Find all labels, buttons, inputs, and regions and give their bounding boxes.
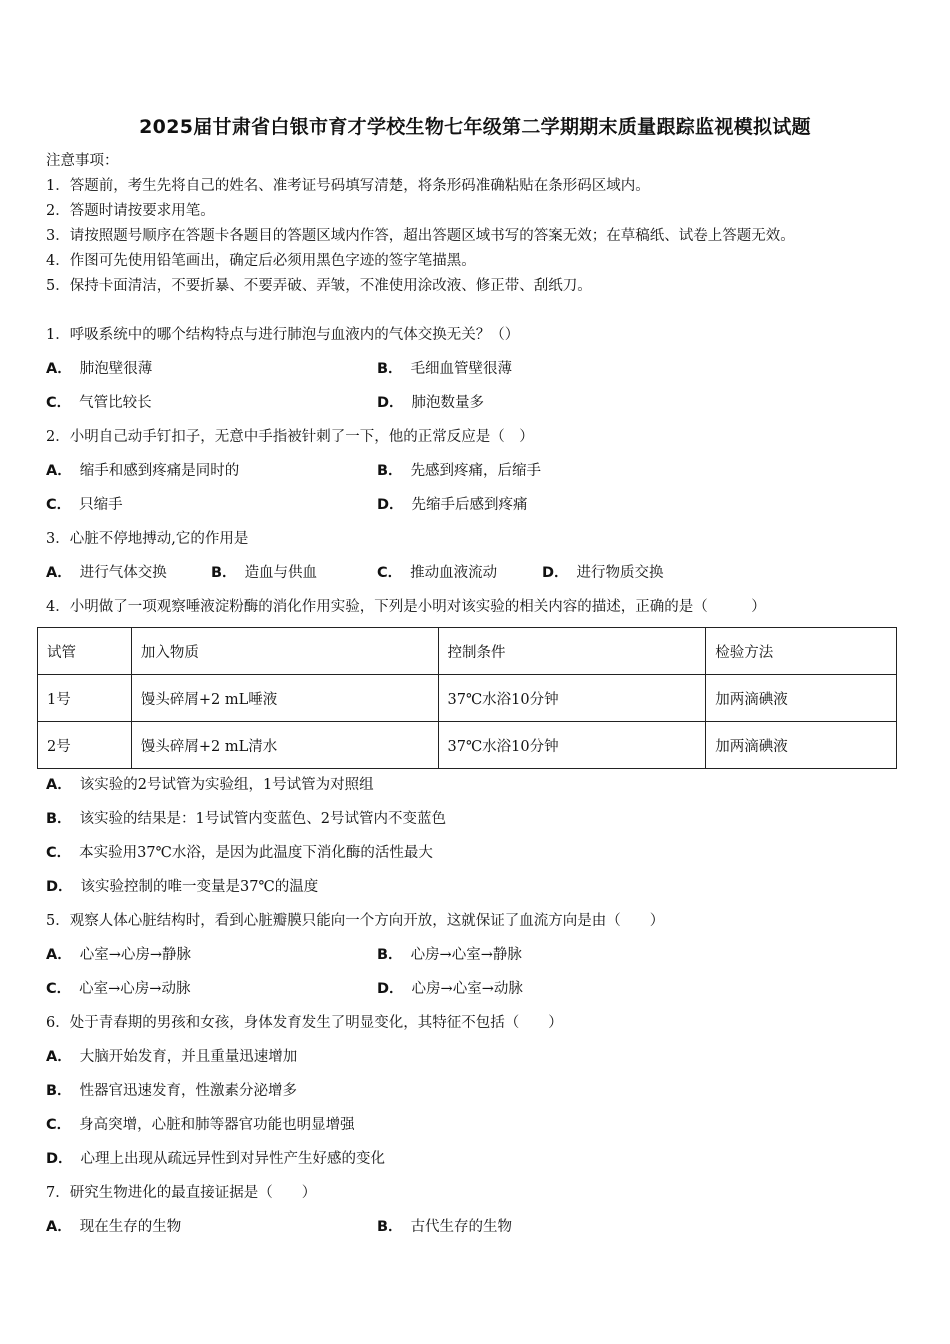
question-stem-3: 3．心脏不停地搏动,它的作用是 <box>46 531 249 547</box>
option-letter: D． <box>46 879 73 895</box>
option-text: 心理上出现从疏远异性到对异性产生好感的变化 <box>80 1151 386 1167</box>
option-3a <box>46 563 167 583</box>
table-header-row <box>38 628 897 675</box>
table-header-cell: 检验方法 <box>706 628 897 675</box>
option-3c <box>377 563 497 583</box>
option-5b <box>377 945 522 965</box>
option-letter: C． <box>46 395 72 411</box>
notice-item: 1．答题前，考生先将自己的姓名、准考证号码填写清楚，将条形码准确粘贴在条形码区域内。 <box>46 178 650 194</box>
option-text: 心房→心室→静脉 <box>410 947 522 963</box>
table-cell: 馒头碎屑+2 mL清水 <box>131 722 438 769</box>
option-6c <box>46 1115 355 1135</box>
table-header-cell: 控制条件 <box>438 628 706 675</box>
option-text: 肺泡壁很薄 <box>79 361 153 377</box>
option-text: 心房→心室→动脉 <box>411 981 523 997</box>
option-letter: A． <box>46 463 72 479</box>
notice-item: 5．保持卡面清洁，不要折暴、不要弄破、弄皱，不准使用涂改液、修正带、刮纸刀。 <box>46 278 592 294</box>
option-7a <box>46 1217 181 1237</box>
option-4c <box>46 843 433 863</box>
option-3b <box>211 563 317 583</box>
option-1d <box>377 393 484 413</box>
question-stem-1: 1．呼吸系统中的哪个结构特点与进行肺泡与血液内的气体交换无关？（） <box>46 327 520 343</box>
notice-item: 4．作图可先使用铅笔画出，确定后必须用黑色字迹的签字笔描黑。 <box>46 253 476 269</box>
question-stem-7: 7．研究生物进化的最直接证据是（ ） <box>46 1185 317 1201</box>
question-stem-6: 6．处于青春期的男孩和女孩，身体发育发生了明显变化，其特征不包括（ ） <box>46 1015 563 1031</box>
option-letter: D． <box>377 395 404 411</box>
option-letter: A． <box>46 777 72 793</box>
option-2c <box>46 495 123 515</box>
option-text: 缩手和感到疼痛是同时的 <box>79 463 240 479</box>
option-4a <box>46 775 374 795</box>
option-5d <box>377 979 523 999</box>
experiment-table <box>37 627 897 769</box>
notice-item: 2．答题时请按要求用笔。 <box>46 203 215 219</box>
option-text: 肺泡数量多 <box>411 395 485 411</box>
option-text: 大脑开始发育，并且重量迅速增加 <box>79 1049 298 1065</box>
option-text: 古代生存的生物 <box>410 1219 513 1235</box>
option-letter: D． <box>542 565 569 581</box>
option-6d <box>46 1149 385 1169</box>
option-text: 该实验控制的唯一变量是37℃的温度 <box>80 879 319 895</box>
option-letter: B． <box>377 361 403 377</box>
option-letter: A． <box>46 361 72 377</box>
option-6a <box>46 1047 297 1067</box>
option-text: 心室→心房→动脉 <box>79 981 191 997</box>
table-row <box>38 675 897 722</box>
table-cell: 加两滴碘液 <box>706 722 897 769</box>
option-text: 性器官迅速发育，性激素分泌增多 <box>79 1083 298 1099</box>
table-cell: 加两滴碘液 <box>706 675 897 722</box>
question-stem-2: 2．小明自己动手钉扣子，无意中手指被针刺了一下，他的正常反应是（ ） <box>46 429 534 445</box>
option-4d <box>46 877 318 897</box>
option-text: 推动血液流动 <box>410 565 498 581</box>
option-text: 毛细血管壁很薄 <box>410 361 513 377</box>
option-letter: D． <box>377 981 404 997</box>
option-letter: C． <box>377 565 403 581</box>
option-text: 进行物质交换 <box>576 565 664 581</box>
option-text: 气管比较长 <box>79 395 152 411</box>
option-letter: C． <box>46 981 72 997</box>
option-5c <box>46 979 190 999</box>
option-2d <box>377 495 528 515</box>
option-text: 该实验的结果是：1号试管内变蓝色、2号试管内不变蓝色 <box>79 811 447 827</box>
option-letter: D． <box>377 497 404 513</box>
option-text: 先缩手后感到疼痛 <box>411 497 528 513</box>
option-1b <box>377 359 512 379</box>
option-letter: C． <box>46 845 72 861</box>
option-7b <box>377 1217 512 1237</box>
option-1a <box>46 359 152 379</box>
option-text: 现在生存的生物 <box>79 1219 182 1235</box>
option-1c <box>46 393 152 413</box>
option-6b <box>46 1081 297 1101</box>
question-stem-4: 4．小明做了一项观察唾液淀粉酶的消化作用实验，下列是小明对该实验的相关内容的描述，正确的是（ ） <box>46 599 766 615</box>
notice-item: 3．请按照题号顺序在答题卡各题目的答题区域内作答，超出答题区域书写的答案无效；在草稿纸、试卷上答题无效。 <box>46 228 795 244</box>
option-letter: A． <box>46 1219 72 1235</box>
option-letter: B． <box>46 811 72 827</box>
option-letter: B． <box>377 1219 403 1235</box>
option-2b <box>377 461 541 481</box>
option-letter: C． <box>46 497 72 513</box>
notice-heading: 注意事项： <box>46 153 119 169</box>
table-cell: 2号 <box>38 722 132 769</box>
question-stem-5: 5．观察人体心脏结构时，看到心脏瓣膜只能向一个方向开放，这就保证了血流方向是由（ ） <box>46 913 665 929</box>
option-5a <box>46 945 191 965</box>
option-letter: A． <box>46 1049 72 1065</box>
table-header-cell: 加入物质 <box>131 628 438 675</box>
option-letter: B． <box>377 463 403 479</box>
option-letter: A． <box>46 565 72 581</box>
option-3d <box>542 563 664 583</box>
option-letter: B． <box>377 947 403 963</box>
page-title: 2025届甘肃省白银市育才学校生物七年级第二学期期末质量跟踪监视模拟试题 <box>139 116 811 138</box>
table-cell: 馒头碎屑+2 mL唾液 <box>131 675 438 722</box>
table-cell: 37℃水浴10分钟 <box>438 675 706 722</box>
option-text: 心室→心房→静脉 <box>79 947 192 963</box>
table-cell: 37℃水浴10分钟 <box>438 722 706 769</box>
table-header-cell: 试管 <box>38 628 132 675</box>
table-row <box>38 722 897 769</box>
table-cell: 1号 <box>38 675 132 722</box>
option-2a <box>46 461 239 481</box>
option-4b <box>46 809 446 829</box>
option-text: 身高突增，心脏和肺等器官功能也明显增强 <box>79 1117 355 1133</box>
option-text: 先感到疼痛，后缩手 <box>410 463 542 479</box>
option-letter: A． <box>46 947 72 963</box>
option-letter: D． <box>46 1151 73 1167</box>
option-text: 该实验的2号试管为实验组，1号试管为对照组 <box>79 777 374 793</box>
option-letter: B． <box>46 1083 72 1099</box>
option-text: 进行气体交换 <box>79 565 167 581</box>
option-text: 只缩手 <box>79 497 123 513</box>
option-letter: C． <box>46 1117 72 1133</box>
option-letter: B． <box>211 565 237 581</box>
option-text: 造血与供血 <box>244 565 318 581</box>
option-text: 本实验用37℃水浴，是因为此温度下消化酶的活性最大 <box>79 845 433 861</box>
